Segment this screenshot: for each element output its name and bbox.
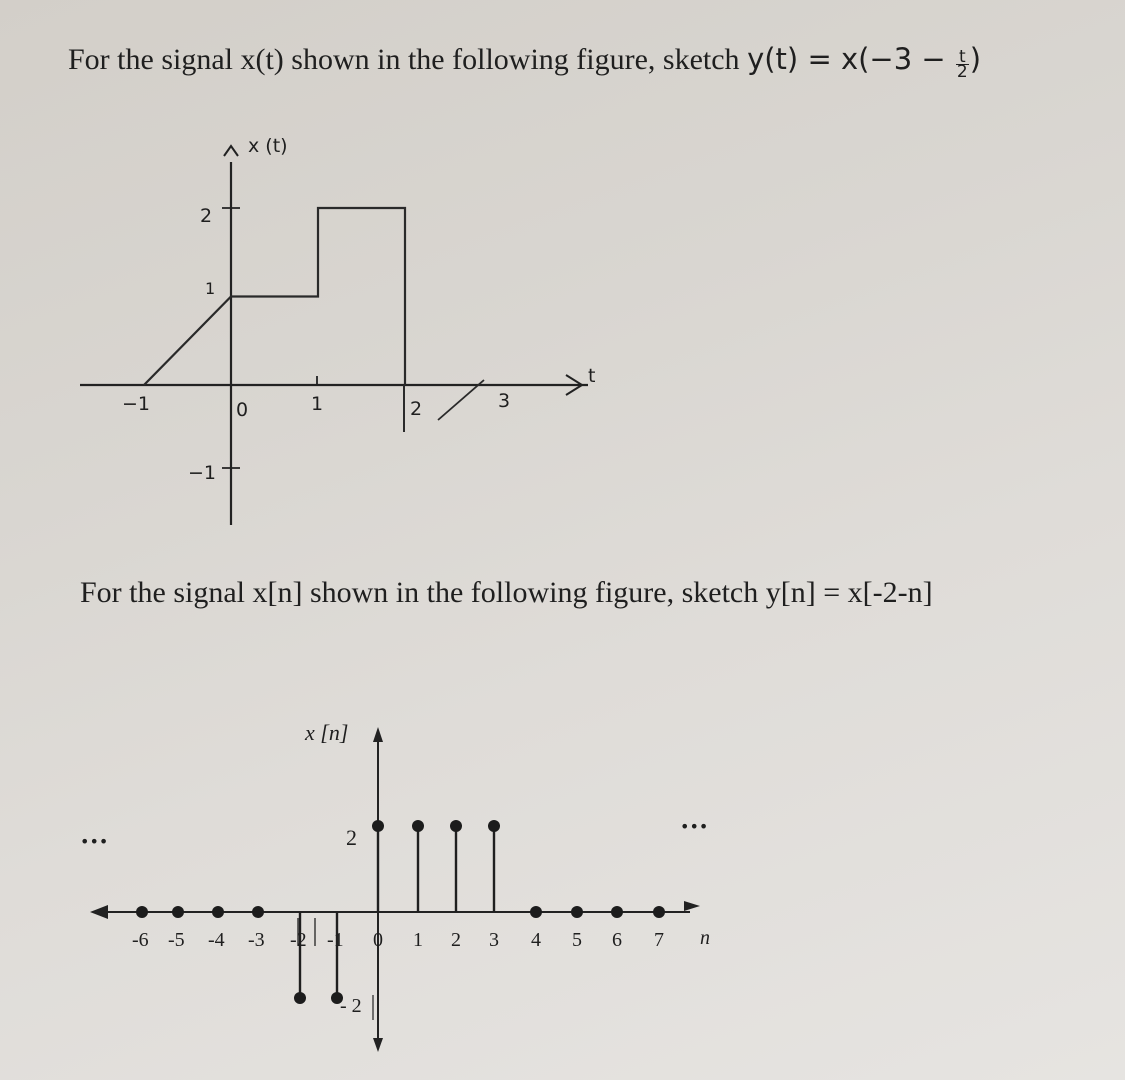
n-tick-label: 3 bbox=[489, 929, 499, 951]
t-axis-label: t bbox=[588, 365, 596, 387]
value-label-minus2: - 2 bbox=[340, 995, 362, 1017]
n-tick-label: -1 bbox=[327, 929, 344, 951]
x-tick-label-1: 1 bbox=[311, 393, 324, 415]
n-tick-label: 7 bbox=[654, 929, 664, 951]
x-tick-label-3: 3 bbox=[498, 390, 511, 412]
x-tick-label-minus1: −1 bbox=[122, 393, 151, 415]
n-tick-label: 5 bbox=[572, 929, 582, 951]
y-tick-label-2: 2 bbox=[200, 205, 213, 227]
y-tick-label-minus1: −1 bbox=[188, 462, 217, 484]
n-axis-right-arrow bbox=[684, 901, 700, 911]
n-tick-label: -3 bbox=[248, 929, 265, 951]
stem-point-n-2 bbox=[294, 992, 306, 1004]
n-tick-label: -5 bbox=[168, 929, 185, 951]
stem-point-n0 bbox=[372, 820, 384, 832]
n-axis-left-arrow bbox=[90, 905, 108, 919]
right-ellipsis: ••• bbox=[680, 817, 709, 836]
n-tick-labels bbox=[132, 929, 664, 951]
n-tick-label: 6 bbox=[612, 929, 622, 951]
problem-1-prefix: For the signal x(t) shown in the following figure, sketch bbox=[68, 43, 748, 76]
y-tick-label-1: 1 bbox=[205, 279, 216, 298]
stem-point-n-4 bbox=[212, 906, 224, 918]
problem-1-formula: y(t) = x(−3 − $\frac{t}{2}$ ) bbox=[747, 42, 982, 82]
xn-axis-label: x [n] bbox=[305, 720, 349, 745]
formula-fraction: $\frac{t}{2}$ bbox=[956, 46, 968, 82]
problem-2-text: For the signal x[n] shown in the following figure, sketch y[n] = x[-2-n] bbox=[80, 576, 933, 609]
n-tick-label: 1 bbox=[413, 929, 423, 951]
value-label-2: 2 bbox=[346, 825, 357, 850]
left-ellipsis: ••• bbox=[80, 832, 109, 851]
stem-point-n-3 bbox=[252, 906, 264, 918]
n-tick-label: -6 bbox=[132, 929, 149, 951]
stem-point-n4 bbox=[530, 906, 542, 918]
n-tick-label: 4 bbox=[531, 929, 541, 951]
n-tick-label: -4 bbox=[208, 929, 225, 951]
stem-point-n1 bbox=[412, 820, 424, 832]
stem-point-n-5 bbox=[172, 906, 184, 918]
n-tick-label: 2 bbox=[451, 929, 461, 951]
stem-point-n-6 bbox=[136, 906, 148, 918]
stem-point-n5 bbox=[571, 906, 583, 918]
n-axis-label: n bbox=[700, 927, 710, 949]
stem-point-n2 bbox=[450, 820, 462, 832]
xn-vertical-arrow-up bbox=[373, 727, 383, 742]
stem-point-n6 bbox=[611, 906, 623, 918]
stem-point-n7 bbox=[653, 906, 665, 918]
n-tick-label: 0 bbox=[373, 929, 383, 951]
xt-axis-label: x (t) bbox=[248, 135, 288, 157]
n-tick-label: -2 bbox=[290, 929, 307, 951]
xn-vertical-arrow-down bbox=[373, 1038, 383, 1052]
x-tick-label-0: 0 bbox=[236, 399, 249, 421]
stem-point-n3 bbox=[488, 820, 500, 832]
x-tick-label-2: 2 bbox=[410, 398, 423, 420]
